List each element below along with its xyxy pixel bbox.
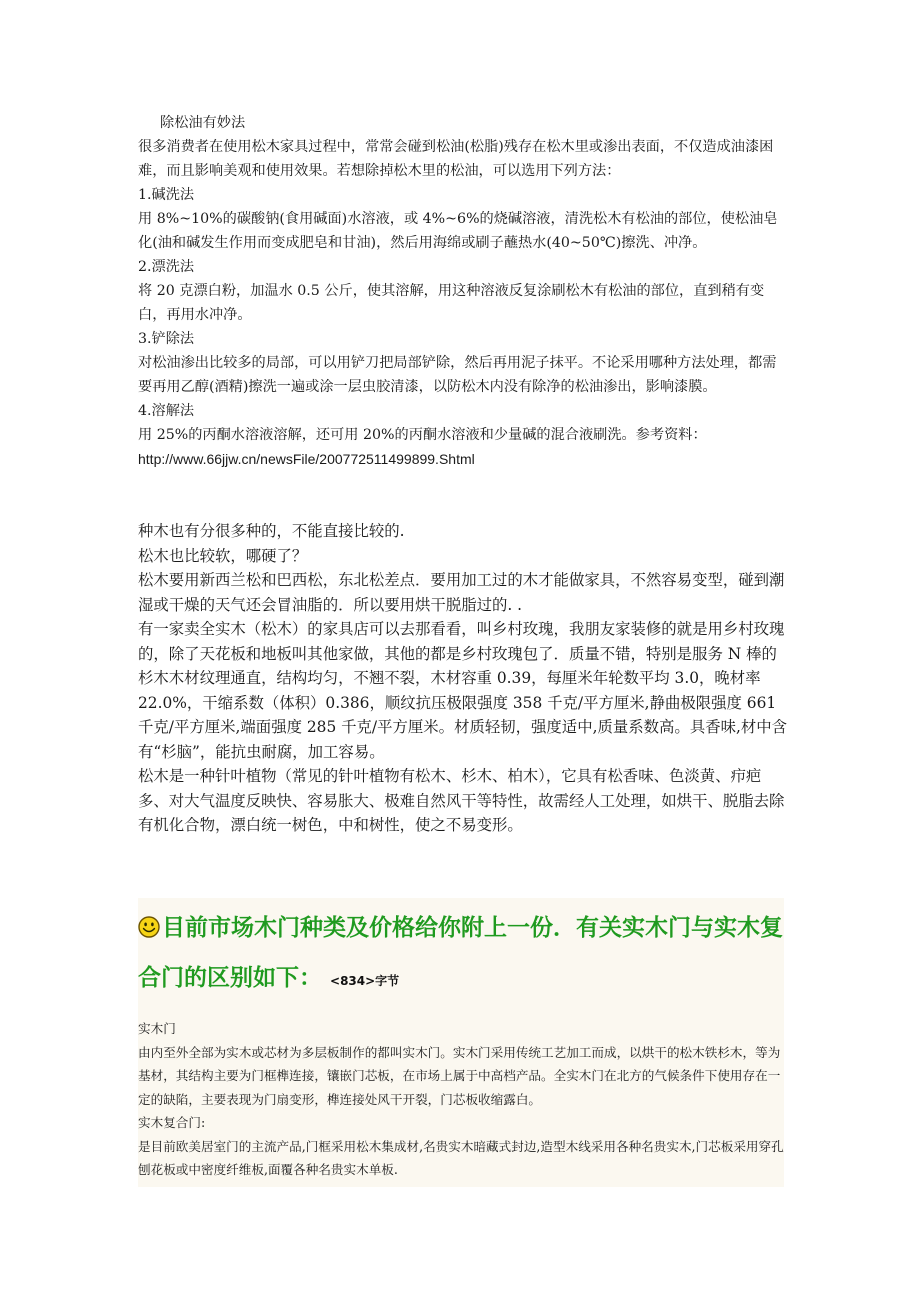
section-title: 除松油有妙法 [160,115,246,131]
method-heading: 1.碱洗法 [138,187,195,203]
answer-paragraph: 有一家卖全实木（松木）的家具店可以去那看看，叫乡村玫瑰，我朋友家装修的就是用乡村玫瑰的，除了天花板和地板叫其他家做，其他的都是乡村玫瑰包了．质量不错，特别是服务 N 棒的 [138,620,785,663]
answer-paragraph: 种木也有分很多种的，不能直接比较的. [138,522,405,540]
intro-paragraph: 很多消费者在使用松木家具过程中，常常会碰到松油(松脂)残存在松木里或渗出表面，不仅造成油漆困难，而且影响美观和使用效果。若想除掉松木里的松油，可以选用下列方法： [138,139,774,179]
method-heading: 3.铲除法 [138,331,195,347]
answer-paragraph: 松木也比较软，哪硬了？ [138,546,308,565]
answer-paragraph: 松木要用新西兰松和巴西松，东北松差点．要用加工过的木才能做家具，不然容易变型，碰到潮湿或干燥的天气还会冒油脂的．所以要用烘干脱脂过的. . [138,571,785,614]
byte-count: <834>字节 [330,974,400,988]
pine-oil-removal-section [138,111,788,471]
smiley-icon [138,916,160,938]
method-text: 将 20 克漂白粉，加温水 0.5 公斤，使其溶解，用这种溶液反复涂刷松木有松油的部位，直到稍有变白，再用水冲净。 [138,283,765,323]
door-type-label: 实木门 [138,1021,176,1036]
method-heading: 2.漂洗法 [138,259,195,275]
answer-paragraph: 松木是一种针叶植物（常见的针叶植物有松木、杉木、柏木），它具有松香味、色淡黄、疖疤多、对大气温度反映快、容易胀大、极难自然风干等特性，故需经人工处理，如烘干、脱脂去除有机化合物，漂白统一树色，中和树性，使之不易变形。 [138,767,785,834]
door-type-label: 实木复合门: [138,1115,206,1130]
method-text: 用 25%的丙酮水溶液溶解，还可用 20%的丙酮水溶液和少量碱的混合液刷洗。参考资料： [138,427,707,443]
method-text: 对松油渗出比较多的局部，可以用铲刀把局部铲除，然后再用泥子抹平。不论采用哪种方法处理，都需要再用乙醇(酒精)擦洗一遍或涂一层虫胶清漆，以防松木内没有除净的松油渗出，影响漆膜。 [138,355,777,395]
wood-comparison-section [138,519,788,838]
door-type-text: 是目前欧美居室门的主流产品,门框采用松木集成材,名贵实木暗藏式封边,造型木线采用各种名贵实木,门芯板采用穿孔刨花板或中密度纤维板,面覆各种名贵实木单板. [138,1138,784,1177]
method-heading: 4.溶解法 [138,403,195,419]
heading-text: 目前市场木门种类及价格给你附上一份．有关实木门与实木复合门的区别如下： [138,915,783,991]
method-text: 用 8%~10%的碳酸钠(食用碱面)水溶液，或 4%~6%的烧碱溶液，清洗松木有松油的部位，使松油皂化(油和碱发生作用而变成肥皂和甘油)，然后用海绵或刷子蘸热水(40~50℃)擦洗、冲净。 [138,211,778,251]
door-section-heading [138,903,788,1006]
door-types-section [138,1017,788,1182]
answer-paragraph: 杉木木材纹理通直，结构均匀，不翘不裂，木材容重 0.39，每厘米年轮数平均 3.0，晚材率 22.0%，干缩系数（体积）0.386，顺纹抗压极限强度 358 千克/平方厘米,静曲极限强度 661 千克/平方厘米,端面强度 285 千克/平方厘米。材质轻韧，强度适中,质量系数高。具香味,材中含有“杉脑”，能抗虫耐腐，加工容易。 [138,669,788,761]
door-type-text: 由内至外全部为实木或芯材为多层板制作的都叫实木门。实木门采用传统工艺加工而成，以烘干的松木铁杉木，等为基材，其结构主要为门框榫连接，镶嵌门芯板，在市场上属于中高档产品。全实木门在北方的气候条件下使用存在一定的缺陷，主要表现为门扇变形，榫连接处风干开裂，门芯板收缩露白。 [138,1044,781,1107]
reference-link[interactable]: http://www.66jjw.cn/newsFile/200772511499899.Shtml [138,451,475,467]
